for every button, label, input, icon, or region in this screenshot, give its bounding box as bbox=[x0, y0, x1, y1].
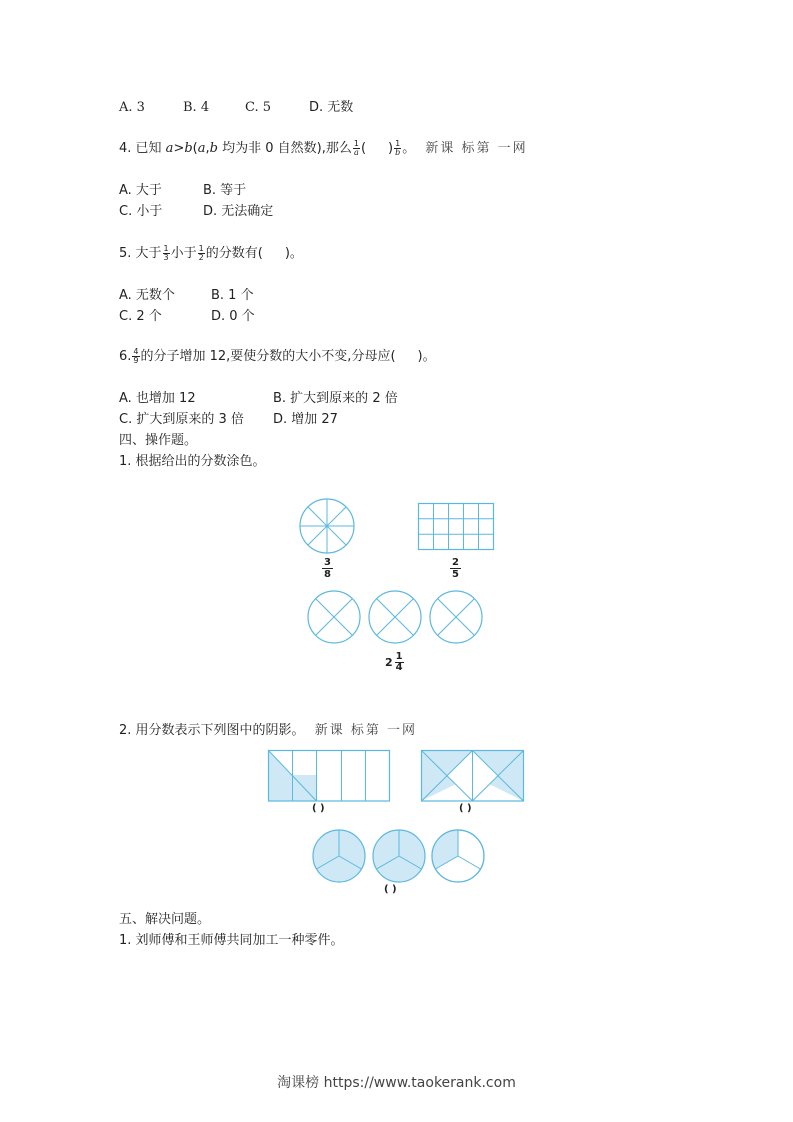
footer-watermark: 淘课榜 https://www.taokerank.com bbox=[277, 1075, 516, 1091]
q5-suffix: 的分数有( bbox=[205, 246, 263, 261]
mixed-frac bbox=[395, 652, 404, 673]
section4-title: 四、操作题。 bbox=[119, 433, 198, 448]
circle-thirds-figure-3 bbox=[431, 829, 487, 885]
q5-frac1 bbox=[163, 245, 170, 262]
q5-question bbox=[119, 245, 303, 262]
section4-q1: 1. 根据给出的分数涂色。 bbox=[119, 454, 266, 469]
q4-option-b: B. 等于 bbox=[203, 183, 247, 198]
frac-b-den: 5 bbox=[452, 569, 459, 580]
q4-paren-left: ( bbox=[360, 141, 367, 156]
section4-q2-text: 2. 用分数表示下列图中的阴影。 bbox=[119, 723, 305, 738]
mixed-whole: 2 bbox=[385, 656, 393, 669]
q4-var-a: a bbox=[165, 141, 174, 156]
answer-paren-3[interactable]: ( ) bbox=[384, 884, 397, 895]
q4-frac2-den: b bbox=[395, 148, 401, 157]
q6-question bbox=[119, 348, 436, 365]
q4-frac1-den: a bbox=[354, 148, 359, 157]
circle-thirds-figure-1 bbox=[312, 829, 368, 885]
q5-frac1-num: 1 bbox=[163, 244, 169, 253]
q4-question bbox=[119, 140, 528, 157]
q5-frac1-den: 3 bbox=[163, 253, 169, 262]
q4-end: 。 bbox=[402, 141, 416, 156]
answer-paren-1[interactable]: ( ) bbox=[312, 803, 325, 814]
q6-option-a: A. 也增加 12 bbox=[119, 391, 196, 406]
q6-end: )。 bbox=[417, 349, 436, 364]
q6-frac-num: 4 bbox=[133, 347, 139, 356]
q5-option-c: C. 2 个 bbox=[119, 309, 162, 324]
q4-frac2-num: 1 bbox=[395, 139, 401, 148]
q6-frac-den: 9 bbox=[133, 356, 139, 365]
mixed-num: 1 bbox=[395, 651, 403, 662]
circle-thirds-figure-2 bbox=[372, 829, 428, 885]
q4-var-b2: b bbox=[209, 141, 218, 156]
frac-a-num: 3 bbox=[324, 557, 331, 568]
section5-title: 五、解决问题。 bbox=[119, 912, 211, 927]
q3-option-c: C. 5 bbox=[245, 100, 272, 115]
q4-option-a: A. 大于 bbox=[119, 183, 162, 198]
q3-option-b: B. 4 bbox=[183, 100, 210, 115]
q4-var-b: b bbox=[184, 141, 193, 156]
q5-mid: 小于 bbox=[170, 246, 197, 261]
q6-suffix: 的分子增加 12,要使分数的大小不变,分母应( bbox=[140, 349, 396, 364]
q4-option-c: C. 小于 bbox=[119, 204, 163, 219]
mixed-den: 4 bbox=[395, 662, 403, 673]
q4-frac2 bbox=[394, 140, 401, 157]
rect-shaded-triangle-figure bbox=[268, 750, 392, 802]
circle-quarters-figure-1 bbox=[307, 590, 363, 646]
rect-x-pattern-figure bbox=[421, 750, 525, 802]
fraction-two-fifths bbox=[450, 557, 461, 580]
q5-option-d: D. 0 个 bbox=[211, 309, 255, 324]
q4-mid: 均为非 0 自然数),那么 bbox=[217, 141, 352, 156]
q4-frac1 bbox=[353, 140, 360, 157]
section4-q2-watermark: 新课 标第 一网 bbox=[314, 723, 417, 738]
q5-option-b: B. 1 个 bbox=[211, 288, 254, 303]
q3-option-a: A. 3 bbox=[119, 100, 145, 115]
q6-frac bbox=[132, 348, 139, 365]
q6-option-b: B. 扩大到原来的 2 倍 bbox=[273, 391, 398, 406]
q6-prefix: 6. bbox=[119, 349, 132, 364]
q5-option-a: A. 无数个 bbox=[119, 288, 175, 303]
q6-option-c: C. 扩大到原来的 3 倍 bbox=[119, 412, 244, 427]
circle-quarters-figure-3 bbox=[429, 590, 485, 646]
q5-prefix: 5. 大于 bbox=[119, 246, 162, 261]
q4-paren-open: ( bbox=[192, 141, 198, 156]
q4-frac1-num: 1 bbox=[353, 139, 359, 148]
grid-fifteenths-figure bbox=[418, 503, 494, 550]
frac-a-den: 8 bbox=[324, 569, 331, 580]
answer-paren-2[interactable]: ( ) bbox=[459, 803, 472, 814]
q6-option-d: D. 增加 27 bbox=[273, 412, 338, 427]
q4-var-a2: a bbox=[197, 141, 206, 156]
section4-q2 bbox=[119, 723, 417, 739]
q5-frac2-num: 1 bbox=[198, 244, 204, 253]
fraction-three-eighths bbox=[322, 557, 333, 580]
circle-eighths-figure bbox=[299, 498, 357, 556]
q4-watermark: 新课 标第 一网 bbox=[425, 141, 528, 156]
q4-gt: > bbox=[173, 141, 185, 156]
q3-option-d: D. 无数 bbox=[309, 100, 354, 115]
mixed-number-two-and-a-quarter bbox=[385, 652, 405, 673]
q4-option-d: D. 无法确定 bbox=[203, 204, 274, 219]
circle-quarters-figure-2 bbox=[368, 590, 424, 646]
q4-prefix: 4. 已知 bbox=[119, 141, 166, 156]
section5-q1: 1. 刘师傅和王师傅共同加工一种零件。 bbox=[119, 933, 344, 948]
q5-frac2-den: 2 bbox=[198, 253, 204, 262]
q5-end: )。 bbox=[284, 246, 303, 261]
q4-comma: , bbox=[205, 141, 210, 156]
frac-b-num: 2 bbox=[452, 557, 459, 568]
q5-frac2 bbox=[198, 245, 205, 262]
q4-paren-right: ) bbox=[388, 141, 394, 156]
